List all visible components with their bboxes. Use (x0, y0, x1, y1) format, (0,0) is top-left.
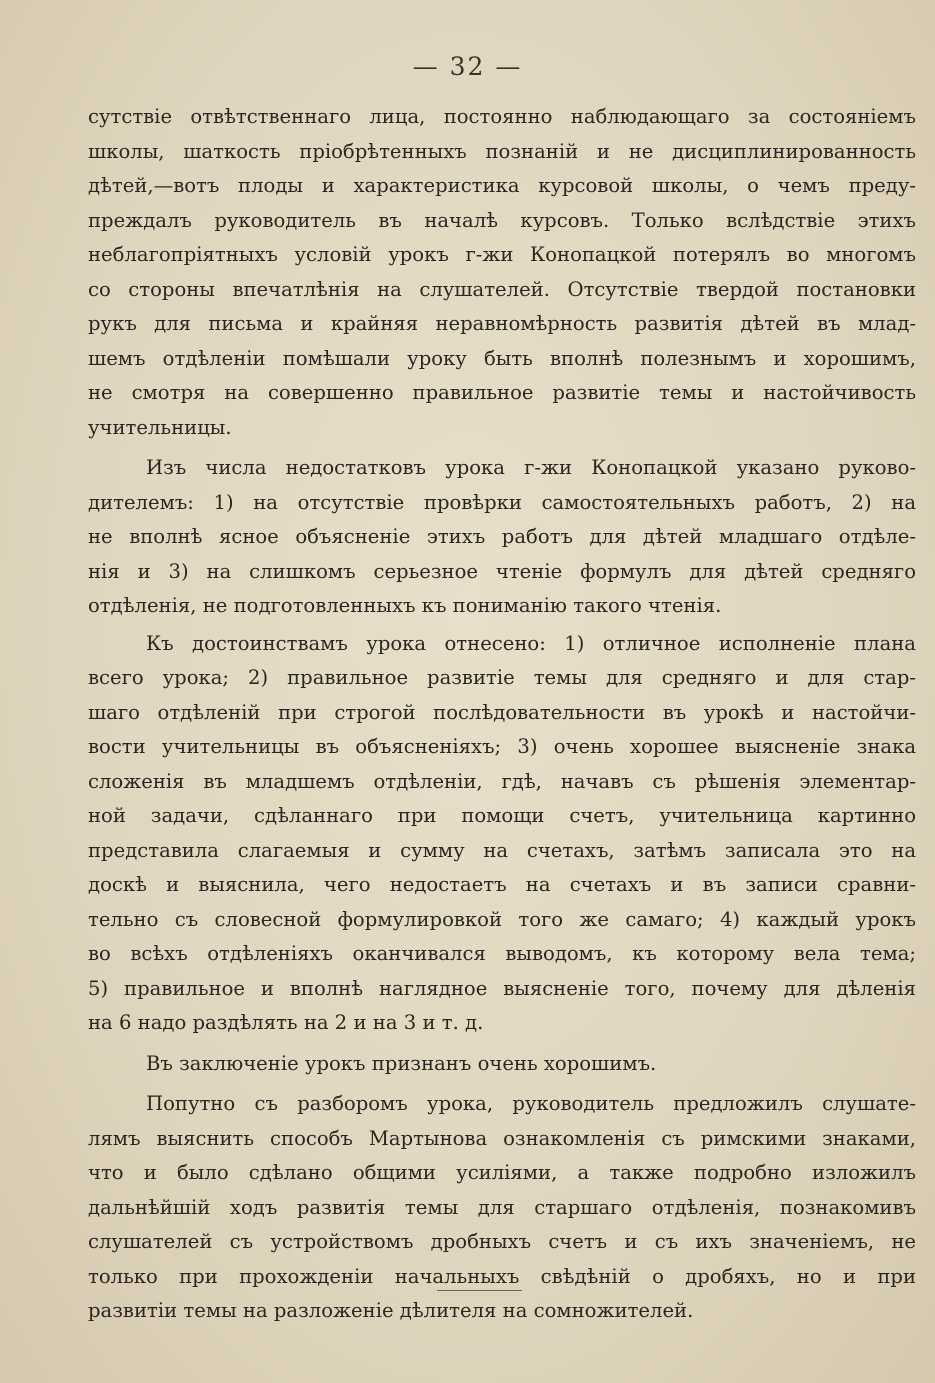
paragraph-3 (88, 627, 916, 1041)
bottom-divider (437, 1290, 522, 1291)
text-line: нія и 3) на слишкомъ серьезное чтеніе формулъ для дѣтей средняго (88, 559, 916, 583)
text-line: неблагопріятныхъ условій урокъ г-жи Конопацкой потерялъ во многомъ (88, 243, 916, 266)
body-text (88, 100, 916, 1329)
text-line: со стороны впечатлѣнія на слушателей. Отсутствіе твердой постановки (88, 277, 916, 301)
text-line: не вполнѣ ясное объясненіе этихъ работъ для дѣтей младшаго отдѣле- (88, 525, 916, 548)
text-line: слушателей съ устройствомъ дробныхъ счетъ и съ ихъ значеніемъ, не (88, 1230, 916, 1253)
text-line: Изъ числа недостатковъ урока г-жи Конопацкой указано руково- (146, 456, 916, 479)
text-line: не смотря на совершенно правильное развитіе темы и настойчивость (88, 381, 916, 404)
text-line: во всѣхъ отдѣленіяхъ оканчивался выводомъ, къ которому вела тема; (88, 942, 916, 965)
paragraph-1 (88, 100, 916, 445)
text-line: дителемъ: 1) на отсутствіе провѣрки самостоятельныхъ работъ, 2) на (88, 490, 916, 514)
text-line: шаго отдѣленій при строгой послѣдовательности въ урокѣ и настойчи- (88, 700, 916, 724)
paragraph-4 (88, 1047, 916, 1082)
text-line: что и было сдѣлано общими усиліями, а также подробно изложилъ (88, 1161, 916, 1184)
text-line: преждалъ руководитель въ началѣ курсовъ. Только вслѣдствіе этихъ (88, 208, 916, 232)
page-number: — 32 — (412, 52, 523, 81)
text-line: отдѣленія, не подготовленныхъ къ пониманію такого чтенія. (88, 594, 722, 617)
text-line: дѣтей,—вотъ плоды и характеристика курсовой школы, о чемъ преду- (88, 174, 916, 197)
text-line: только при прохожденіи начальныхъ свѣдѣній о дробяхъ, но и при (88, 1264, 916, 1288)
text-line: представила слагаемыя и сумму на счетахъ, затѣмъ записала это на (88, 838, 916, 862)
text-line: сложенія въ младшемъ отдѣленіи, гдѣ, начавъ съ рѣшенія элементар- (88, 769, 916, 793)
text-line: тельно съ словесной формулировкой того же самаго; 4) каждый урокъ (88, 907, 916, 931)
paragraph-5 (88, 1087, 916, 1329)
text-line: вости учительницы въ объясненіяхъ; 3) очень хорошее выясненіе знака (88, 735, 916, 758)
text-line: Въ заключеніе урокъ признанъ очень хорошимъ. (146, 1051, 657, 1075)
text-line: Къ достоинствамъ урока отнесено: 1) отличное исполненіе плана (146, 631, 916, 655)
text-line: рукъ для письма и крайняя неравномѣрность развитія дѣтей въ млад- (88, 312, 916, 335)
text-line: доскѣ и выяснила, чего недостаетъ на счетахъ и въ записи сравни- (88, 873, 916, 896)
text-line: сутствіе отвѣтственнаго лица, постоянно наблюдающаго за состояніемъ (88, 105, 916, 128)
text-line: 5) правильное и вполнѣ наглядное выясненіе того, почему для дѣленія (88, 976, 916, 1000)
text-line: учительницы. (88, 415, 232, 439)
text-line: ной задачи, сдѣланнаго при помощи счетъ, учительница картинно (88, 804, 916, 827)
text-line: на 6 надо раздѣлять на 2 и на 3 и т. д. (88, 1011, 484, 1034)
text-line: шемъ отдѣленіи помѣшали уроку быть вполнѣ полезнымъ и хорошимъ, (88, 346, 916, 370)
text-line: всего урока; 2) правильное развитіе темы для средняго и для стар- (88, 666, 916, 689)
text-line: школы, шаткость пріобрѣтенныхъ познаній и не дисциплинированность (88, 139, 916, 163)
text-line: Попутно съ разборомъ урока, руководитель предложилъ слушате- (146, 1092, 916, 1115)
text-line: дальнѣйшій ходъ развитія темы для старшаго отдѣленія, познакомивъ (88, 1195, 916, 1219)
paragraph-2 (88, 451, 916, 624)
text-line: развитіи темы на разложеніе дѣлителя на сомножителей. (88, 1299, 694, 1322)
text-line: лямъ выяснить способъ Мартынова ознакомленія съ римскими знаками, (88, 1126, 916, 1150)
